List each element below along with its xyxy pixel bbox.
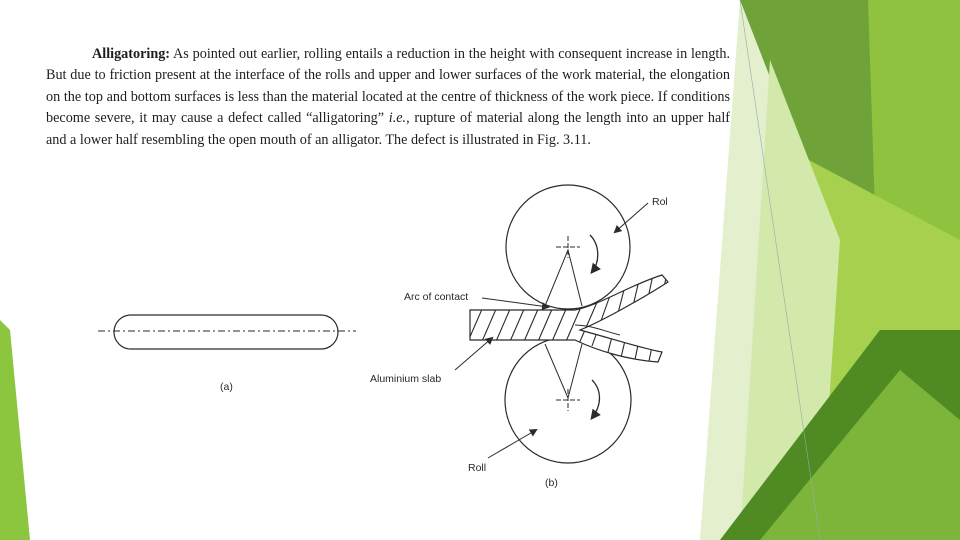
aluminium-slab xyxy=(466,268,668,366)
label-part-b: (b) xyxy=(545,477,558,489)
paragraph-heading: Alligatoring: xyxy=(92,46,171,62)
label-arc-of-contact: Arc of contact xyxy=(404,291,469,303)
label-roll-bottom: Roll xyxy=(468,462,487,474)
label-aluminium-slab: Aluminium slab xyxy=(370,373,442,385)
paragraph-ie: i.e. xyxy=(388,110,407,127)
bottom-roll-rotation-arrow xyxy=(592,380,600,418)
label-part-a: (a) xyxy=(220,381,233,393)
part-b-rolling xyxy=(370,185,668,489)
label-roll-top: Rol xyxy=(652,196,668,208)
bottom-roll-centre-mark xyxy=(556,389,580,411)
top-roll-centre-mark xyxy=(556,236,580,258)
paragraph-text-2: , rupture of material along the length into an upper half and a lower half resembling the open mouth of an alligator. The defect is illustrated in Fig. 3.11. xyxy=(46,110,730,148)
top-contact-lines xyxy=(545,250,582,306)
part-a-slab xyxy=(98,315,356,393)
slab-outline xyxy=(114,315,338,349)
top-roll-rotation-arrow xyxy=(590,235,598,272)
leader-roll-bottom xyxy=(488,430,536,458)
paragraph-text-1: As pointed out earlier, rolling entails a reduction in the height with consequent increase in length. But due to friction present at the interface of the rolls and upper and lower surfaces of the work material, the elongation on the top and bottom surfaces is less than the material located at the centre of thickness of the work piece. If conditions become severe, it may cause a defect called “alligatoring” xyxy=(46,46,730,127)
leader-arc-of-contact xyxy=(482,298,548,307)
leader-roll-top xyxy=(615,203,648,232)
leader-aluminium-slab xyxy=(455,338,492,370)
bottom-contact-lines xyxy=(545,344,582,398)
